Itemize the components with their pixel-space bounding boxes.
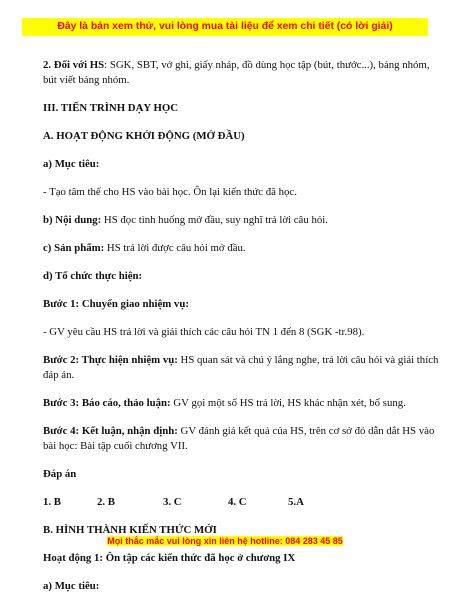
buoc-4-line-1 [43, 424, 435, 439]
muc-tieu-heading-2: a) Mục tiêu: [43, 580, 100, 592]
to-chuc-heading: d) Tổ chức thực hiện: [43, 270, 143, 282]
san-pham-label: c) Sản phẩm: [43, 242, 105, 254]
buoc-2-line-1 [43, 353, 439, 368]
buoc-3-label: Bước 3: Báo cáo, thảo luận: [43, 397, 171, 409]
answer-1: 1. B [43, 496, 61, 508]
buoc-3-text: GV gọi một số HS trả lời, HS khác nhận xét, bổ sung. [170, 397, 406, 409]
section-heading-b: B. HÌNH THÀNH KIẾN THỨC MỚI [43, 524, 217, 536]
buoc-2-line-2: đáp án. [43, 369, 75, 381]
buoc-2-label: Bước 2: Thực hiện nhiệm vụ: [43, 354, 178, 366]
hoat-dong-1-heading: Hoạt động 1: Ôn tập các kiến thức đã học ở chương IX [43, 552, 296, 564]
san-pham-line [43, 241, 415, 256]
buoc-4-text: GV đánh giá kết quả của HS, trên cơ sở đó dẫn dắt HS vào [177, 425, 435, 437]
san-pham-text: HS trả lời được câu hỏi mở đầu. [104, 242, 246, 254]
section-heading-3: III. TIẾN TRÌNH DẠY HỌC [43, 102, 179, 114]
hotline-text: Mọi thắc mắc vui lòng xin liên hệ hotline: 084 283 45 85 [107, 536, 343, 546]
answer-row [43, 495, 415, 510]
answer-2: 2. B [97, 496, 115, 508]
muc-tieu-heading: a) Mục tiêu: [43, 158, 100, 170]
muc-tieu-text: - Tạo tâm thế cho HS vào bài học. Ôn lại kiến thức đã học. [43, 186, 297, 198]
hotline-footer [0, 534, 450, 548]
buoc-1-text: - GV yêu cầu HS trả lời và giải thích các câu hỏi TN 1 đến 8 (SGK -tr.98). [43, 326, 365, 338]
doi-tuong-line-1 [43, 58, 430, 73]
answer-4: 4. C [228, 496, 247, 508]
noi-dung-text: HS đọc tình huống mở đầu, suy nghĩ trả lời câu hỏi. [101, 214, 328, 226]
dap-an-heading: Đáp án [43, 468, 77, 480]
preview-banner: Đây là bản xem thử, vui lòng mua tài liệu để xem chi tiết (có lời giải) [22, 18, 428, 36]
answer-5: 5.A [288, 496, 304, 508]
document-body [43, 58, 439, 594]
buoc-4-line-2: bài học: Bài tập cuối chương VII. [43, 440, 188, 452]
buoc-3-line [43, 396, 415, 411]
doi-tuong-label: 2. Đối với HS [43, 59, 105, 71]
answer-3: 3. C [163, 496, 182, 508]
buoc-4-label: Bước 4: Kết luận, nhận định: [43, 425, 178, 437]
section-heading-a: A. HOẠT ĐỘNG KHỞI ĐỘNG (MỞ ĐẦU) [43, 130, 245, 142]
noi-dung-label: b) Nội dung: [43, 214, 102, 226]
doi-tuong-line-2: bút viết bảng nhóm. [43, 74, 130, 86]
buoc-1-heading: Bước 1: Chuyển giao nhiệm vụ: [43, 298, 189, 310]
buoc-2-text: HS quan sát và chú ý lắng nghe, trả lời câu hỏi và giải thích [177, 354, 439, 366]
noi-dung-line [43, 213, 415, 228]
doi-tuong-text: : SGK, SBT, vở ghi, giấy nháp, đồ dùng học tập (bút, thước...), bảng nhóm, [104, 59, 430, 71]
